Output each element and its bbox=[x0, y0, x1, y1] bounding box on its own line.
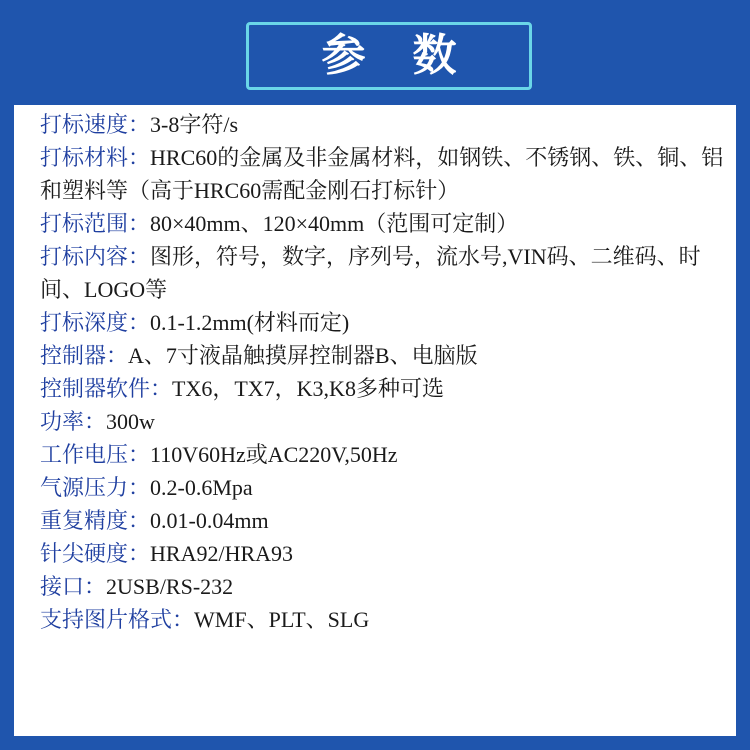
spec-value: 0.01-0.04mm bbox=[150, 508, 269, 533]
spec-item bbox=[40, 141, 726, 207]
spec-value: TX6，TX7，K3,K8多种可选 bbox=[172, 376, 444, 401]
spec-item bbox=[40, 207, 726, 240]
spec-item bbox=[40, 306, 726, 339]
spec-value: HRA92/HRA93 bbox=[150, 541, 294, 566]
page-title: 参 数 bbox=[321, 31, 475, 80]
spec-label: 打标内容： bbox=[40, 244, 151, 269]
spec-item bbox=[40, 372, 726, 405]
spec-label: 功率： bbox=[40, 409, 107, 434]
spec-label: 重复精度： bbox=[40, 508, 151, 533]
title-box bbox=[246, 22, 532, 90]
spec-value: 80×40mm、120×40mm（范围可定制） bbox=[150, 211, 519, 236]
spec-list bbox=[40, 108, 726, 636]
spec-value: HRC60的金属及非金属材料，如钢铁、不锈钢、铁、铜、铝和塑料等（高于HRC60需配金刚石打标针） bbox=[40, 145, 724, 203]
spec-value: 0.1-1.2mm(材料而定) bbox=[150, 310, 350, 335]
spec-label: 打标范围： bbox=[40, 211, 151, 236]
spec-item bbox=[40, 405, 726, 438]
spec-label: 支持图片格式： bbox=[40, 607, 195, 632]
spec-item bbox=[40, 471, 726, 504]
spec-item bbox=[40, 537, 726, 570]
spec-item bbox=[40, 339, 726, 372]
spec-value: WMF、PLT、SLG bbox=[194, 607, 370, 632]
spec-label: 工作电压： bbox=[40, 442, 151, 467]
spec-label: 控制器： bbox=[40, 343, 129, 368]
spec-item bbox=[40, 240, 726, 306]
spec-item bbox=[40, 108, 726, 141]
spec-label: 气源压力： bbox=[40, 475, 151, 500]
spec-item bbox=[40, 570, 726, 603]
spec-value: 2USB/RS-232 bbox=[106, 574, 234, 599]
spec-value: 110V60Hz或AC220V,50Hz bbox=[150, 442, 398, 467]
spec-item bbox=[40, 603, 726, 636]
spec-value: 3-8字符/s bbox=[150, 112, 239, 137]
spec-label: 接口： bbox=[40, 574, 107, 599]
spec-label: 打标材料： bbox=[40, 145, 151, 170]
spec-value: 0.2-0.6Mpa bbox=[150, 475, 253, 500]
spec-label: 打标速度： bbox=[40, 112, 151, 137]
spec-value: 图形，符号，数字，序列号，流水号,VIN码、二维码、时间、LOGO等 bbox=[40, 244, 701, 302]
spec-label: 控制器软件： bbox=[40, 376, 173, 401]
spec-value: A、7寸液晶触摸屏控制器B、电脑版 bbox=[128, 343, 478, 368]
spec-label: 针尖硬度： bbox=[40, 541, 151, 566]
spec-item bbox=[40, 438, 726, 471]
spec-item bbox=[40, 504, 726, 537]
spec-label: 打标深度： bbox=[40, 310, 151, 335]
spec-value: 300w bbox=[106, 409, 155, 434]
